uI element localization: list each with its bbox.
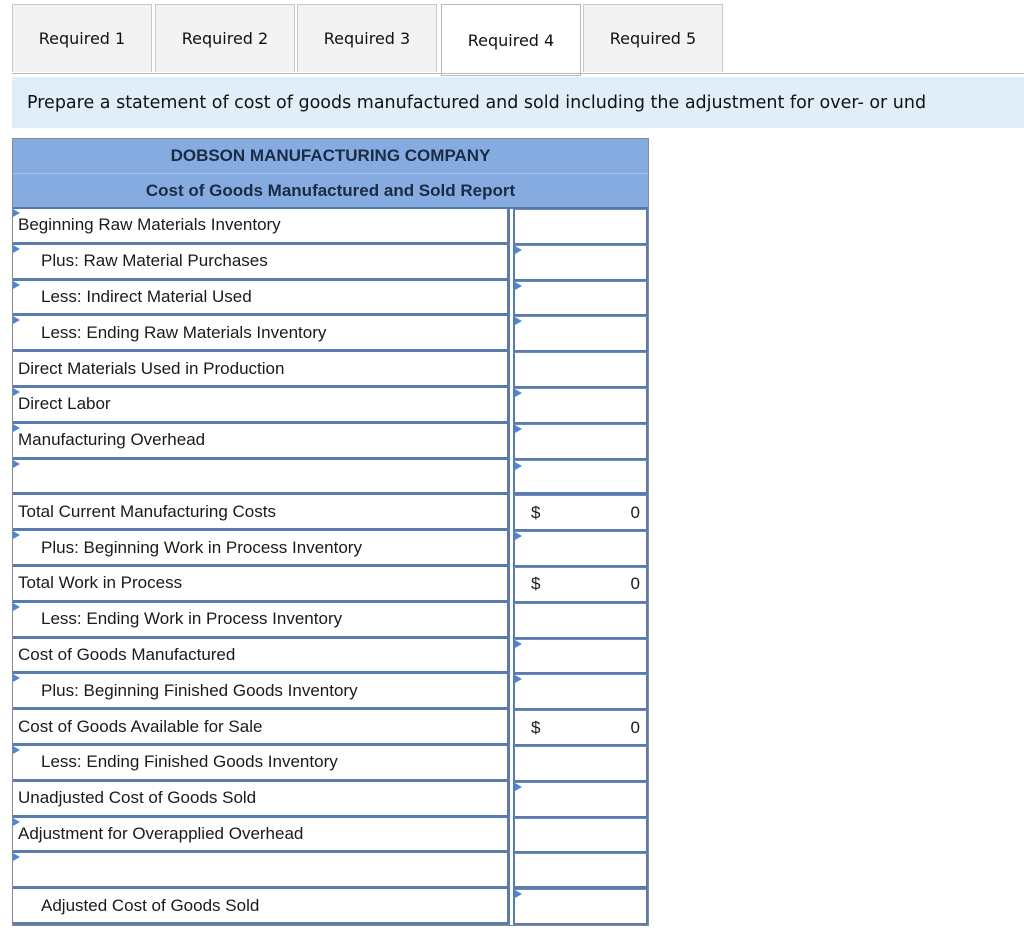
amount-input[interactable] [513, 853, 648, 889]
label-dropdown[interactable]: Less: Ending Finished Goods Inventory [13, 746, 510, 782]
computed-amount: 0 [630, 502, 640, 522]
amount-input[interactable] [513, 388, 648, 424]
tab-required-3[interactable]: Required 3 [297, 4, 437, 72]
row-direct-materials-used [13, 352, 648, 388]
tab-required-2[interactable]: Required 2 [155, 4, 295, 72]
label-dropdown[interactable]: Manufacturing Overhead [13, 424, 510, 460]
cogm-report-table [12, 138, 649, 926]
amount-input[interactable] [513, 209, 648, 245]
row-cost-of-goods-available [13, 710, 648, 746]
report-title: Cost of Goods Manufactured and Sold Report [13, 174, 648, 209]
label-dropdown[interactable]: Plus: Beginning Work in Process Inventory [13, 531, 510, 567]
row-label: Cost of Goods Available for Sale [13, 710, 510, 746]
label-dropdown[interactable]: Direct Labor [13, 388, 510, 424]
row-beginning-wip [13, 531, 648, 567]
amount-input[interactable] [513, 424, 648, 460]
row-label: Cost of Goods Manufactured [13, 639, 510, 675]
row-cost-of-goods-manufactured [13, 639, 648, 675]
amount-input[interactable] [513, 281, 648, 317]
amount-input[interactable] [513, 352, 648, 388]
amount-input[interactable] [513, 818, 648, 854]
tab-required-4[interactable]: Required 4 [441, 4, 581, 76]
label-dropdown[interactable]: Less: Indirect Material Used [13, 281, 510, 317]
instruction-text: Prepare a statement of cost of goods manufactured and sold including the adjustment for over- or und [12, 77, 1024, 128]
label-dropdown[interactable]: Less: Ending Raw Materials Inventory [13, 316, 510, 352]
row-label: Total Work in Process [13, 567, 510, 603]
row-direct-labor [13, 388, 648, 424]
row-ending-raw-materials [13, 316, 648, 352]
amount-value [513, 710, 648, 746]
row-ending-finished-goods [13, 746, 648, 782]
row-unadjusted-cogs [13, 782, 648, 818]
tab-required-5[interactable]: Required 5 [583, 4, 723, 72]
amount-input[interactable] [513, 603, 648, 639]
row-beginning-raw-materials [13, 209, 648, 245]
label-dropdown[interactable] [13, 460, 510, 496]
computed-amount: 0 [630, 574, 640, 594]
currency-symbol: $ [531, 574, 541, 594]
row-blank [13, 853, 648, 889]
amount-input[interactable] [513, 245, 648, 281]
row-label: Adjusted Cost of Goods Sold [13, 889, 510, 925]
row-label: Direct Materials Used in Production [13, 352, 510, 388]
row-blank [13, 460, 648, 496]
label-dropdown[interactable]: Plus: Raw Material Purchases [13, 245, 510, 281]
amount-input[interactable] [513, 316, 648, 352]
amount-value [513, 495, 648, 531]
amount-input[interactable] [513, 889, 648, 925]
tab-required-1[interactable]: Required 1 [12, 4, 152, 72]
amount-input[interactable] [513, 460, 648, 496]
row-beginning-finished-goods [13, 674, 648, 710]
tab-divider [12, 73, 1024, 74]
row-adjustment-overapplied [13, 818, 648, 854]
tab-bar [12, 4, 1024, 74]
amount-value [513, 567, 648, 603]
row-total-work-in-process [13, 567, 648, 603]
label-dropdown[interactable]: Plus: Beginning Finished Goods Inventory [13, 674, 510, 710]
amount-input[interactable] [513, 531, 648, 567]
row-adjusted-cogs [13, 889, 648, 925]
currency-symbol: $ [531, 717, 541, 737]
label-dropdown[interactable]: Beginning Raw Materials Inventory [13, 209, 510, 245]
row-label: Unadjusted Cost of Goods Sold [13, 782, 510, 818]
company-name: DOBSON MANUFACTURING COMPANY [13, 139, 648, 174]
row-label: Total Current Manufacturing Costs [13, 495, 510, 531]
row-total-current-manufacturing-costs [13, 495, 648, 531]
row-indirect-material-used [13, 281, 648, 317]
amount-input[interactable] [513, 782, 648, 818]
amount-input[interactable] [513, 639, 648, 675]
row-manufacturing-overhead [13, 424, 648, 460]
row-ending-wip [13, 603, 648, 639]
amount-input[interactable] [513, 674, 648, 710]
label-dropdown[interactable]: Adjustment for Overapplied Overhead [13, 818, 510, 854]
row-raw-material-purchases [13, 245, 648, 281]
label-dropdown[interactable]: Less: Ending Work in Process Inventory [13, 603, 510, 639]
computed-amount: 0 [630, 717, 640, 737]
amount-input[interactable] [513, 746, 648, 782]
currency-symbol: $ [531, 502, 541, 522]
label-dropdown[interactable] [13, 853, 510, 889]
